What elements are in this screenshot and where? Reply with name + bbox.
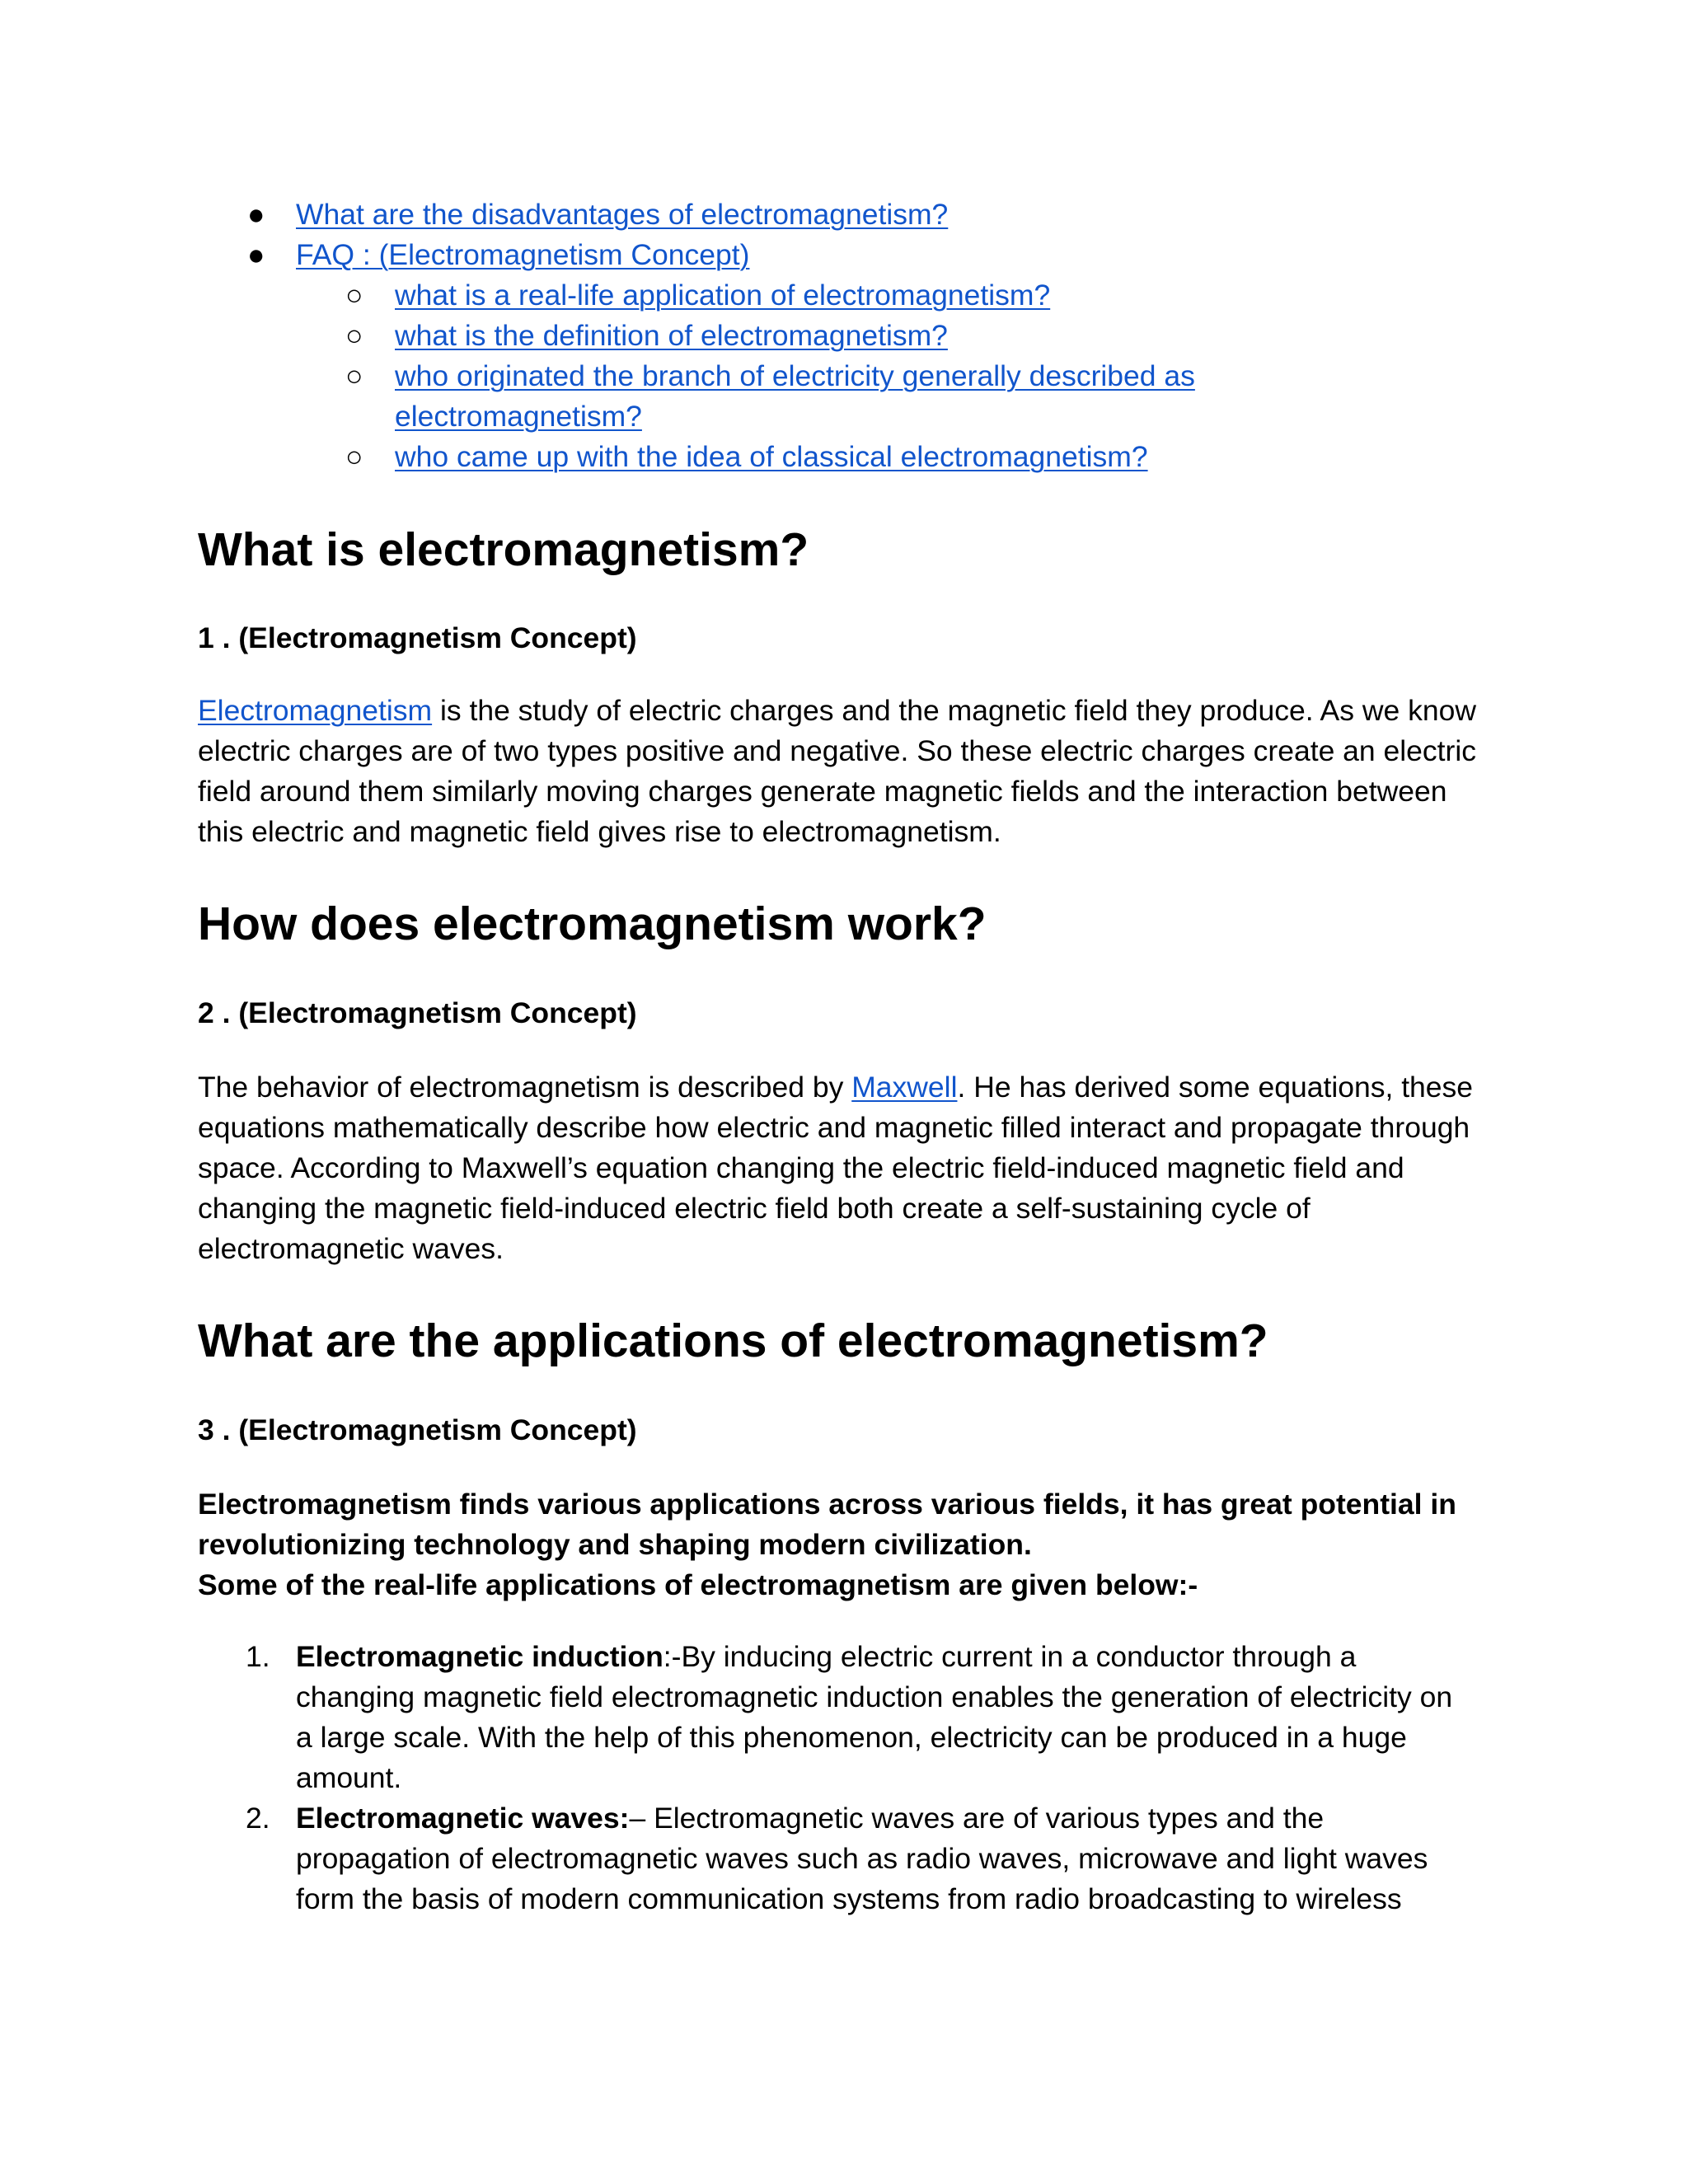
intro-line-1: Electromagnetism finds various applications across various fields, it has great potential in revolutionizing technology and shaping modern civilization. — [198, 1488, 1456, 1561]
list-item-term: Electromagnetic waves: — [296, 1802, 630, 1835]
section-subheading: 2 . (Electromagnetism Concept) — [198, 996, 637, 1029]
electromagnetism-link[interactable]: Electromagnetism — [198, 694, 433, 727]
toc-item — [0, 194, 1688, 235]
section-heading-how-works: How does electromagnetism work? — [198, 898, 987, 950]
paragraph-text: is the study of electric charges and the magnetic field they produce. As we know electric charges are of two types positive and negative. So these electric charges create an electric field around them similarly moving charges generate magnetic fields and the interaction between this electric and magnetic field gives rise to electromagnetism. — [198, 694, 1476, 848]
toc-item — [0, 235, 1688, 275]
paragraph-text: The behavior of electromagnetism is described by — [198, 1071, 852, 1104]
toc-item — [0, 356, 1252, 437]
section-subheading: 3 . (Electromagnetism Concept) — [198, 1413, 637, 1446]
hollow-bullet-icon: ○ — [345, 440, 363, 473]
hollow-bullet-icon: ○ — [345, 319, 363, 352]
section-subheading: 1 . (Electromagnetism Concept) — [198, 621, 637, 654]
paragraph-maxwell — [198, 1067, 1492, 1269]
list-item-term: Electromagnetic induction — [296, 1640, 663, 1673]
table-of-contents — [0, 194, 1688, 477]
paragraph-intro — [198, 1484, 1492, 1605]
toc-link-classical[interactable]: who came up with the idea of classical electromagnetism? — [395, 440, 1148, 473]
toc-item — [0, 275, 1252, 316]
toc-link-disadvantages[interactable]: What are the disadvantages of electromagnetism? — [296, 198, 949, 231]
list-number: 1. — [246, 1640, 270, 1673]
toc-link-real-life-application[interactable]: what is a real-life application of electromagnetism? — [395, 279, 1051, 312]
maxwell-link[interactable]: Maxwell — [851, 1071, 958, 1104]
intro-line-2: Some of the real-life applications of electromagnetism are given below:- — [198, 1568, 1198, 1601]
list-item-text: – Electromagnetic waves are of various types and the propagation of electromagnetic waves such as radio waves, microwave and light waves form the basis of modern communication systems from radio broadcasting to wireless — [296, 1802, 1428, 1915]
toc-item — [0, 437, 1252, 477]
toc-link-faq[interactable]: FAQ : (Electromagnetism Concept) — [296, 238, 750, 271]
bullet-icon: ● — [247, 238, 265, 271]
toc-item — [0, 316, 1252, 356]
applications-list — [0, 1637, 1688, 1919]
paragraph-definition — [198, 691, 1492, 852]
section-heading-what-is: What is electromagnetism? — [198, 523, 809, 576]
list-number: 2. — [246, 1802, 270, 1835]
hollow-bullet-icon: ○ — [345, 279, 363, 312]
list-item — [0, 1798, 1458, 1919]
list-item-text: :-By inducing electric current in a conductor through a changing magnetic field electromagnetic induction enables the generation of electricity on a large scale. With the help of this phenomenon, electricity can be produced in a huge amount. — [296, 1640, 1453, 1794]
toc-link-originator[interactable]: who originated the branch of electricity generally described as electromagnetism? — [395, 359, 1195, 433]
list-item — [0, 1637, 1458, 1798]
paragraph-text: . He has derived some equations, these equations mathematically describe how electric and magnetic filled interact and propagate through space. According to Maxwell’s equation changing the electric field-induced magnetic field and changing the magnetic field-induced electric field both create a self-sustaining cycle of electromagnetic waves. — [198, 1071, 1474, 1265]
toc-link-definition[interactable]: what is the definition of electromagnetism? — [395, 319, 948, 352]
hollow-bullet-icon: ○ — [345, 359, 363, 392]
section-heading-applications: What are the applications of electromagnetism? — [198, 1315, 1268, 1367]
bullet-icon: ● — [247, 198, 265, 231]
